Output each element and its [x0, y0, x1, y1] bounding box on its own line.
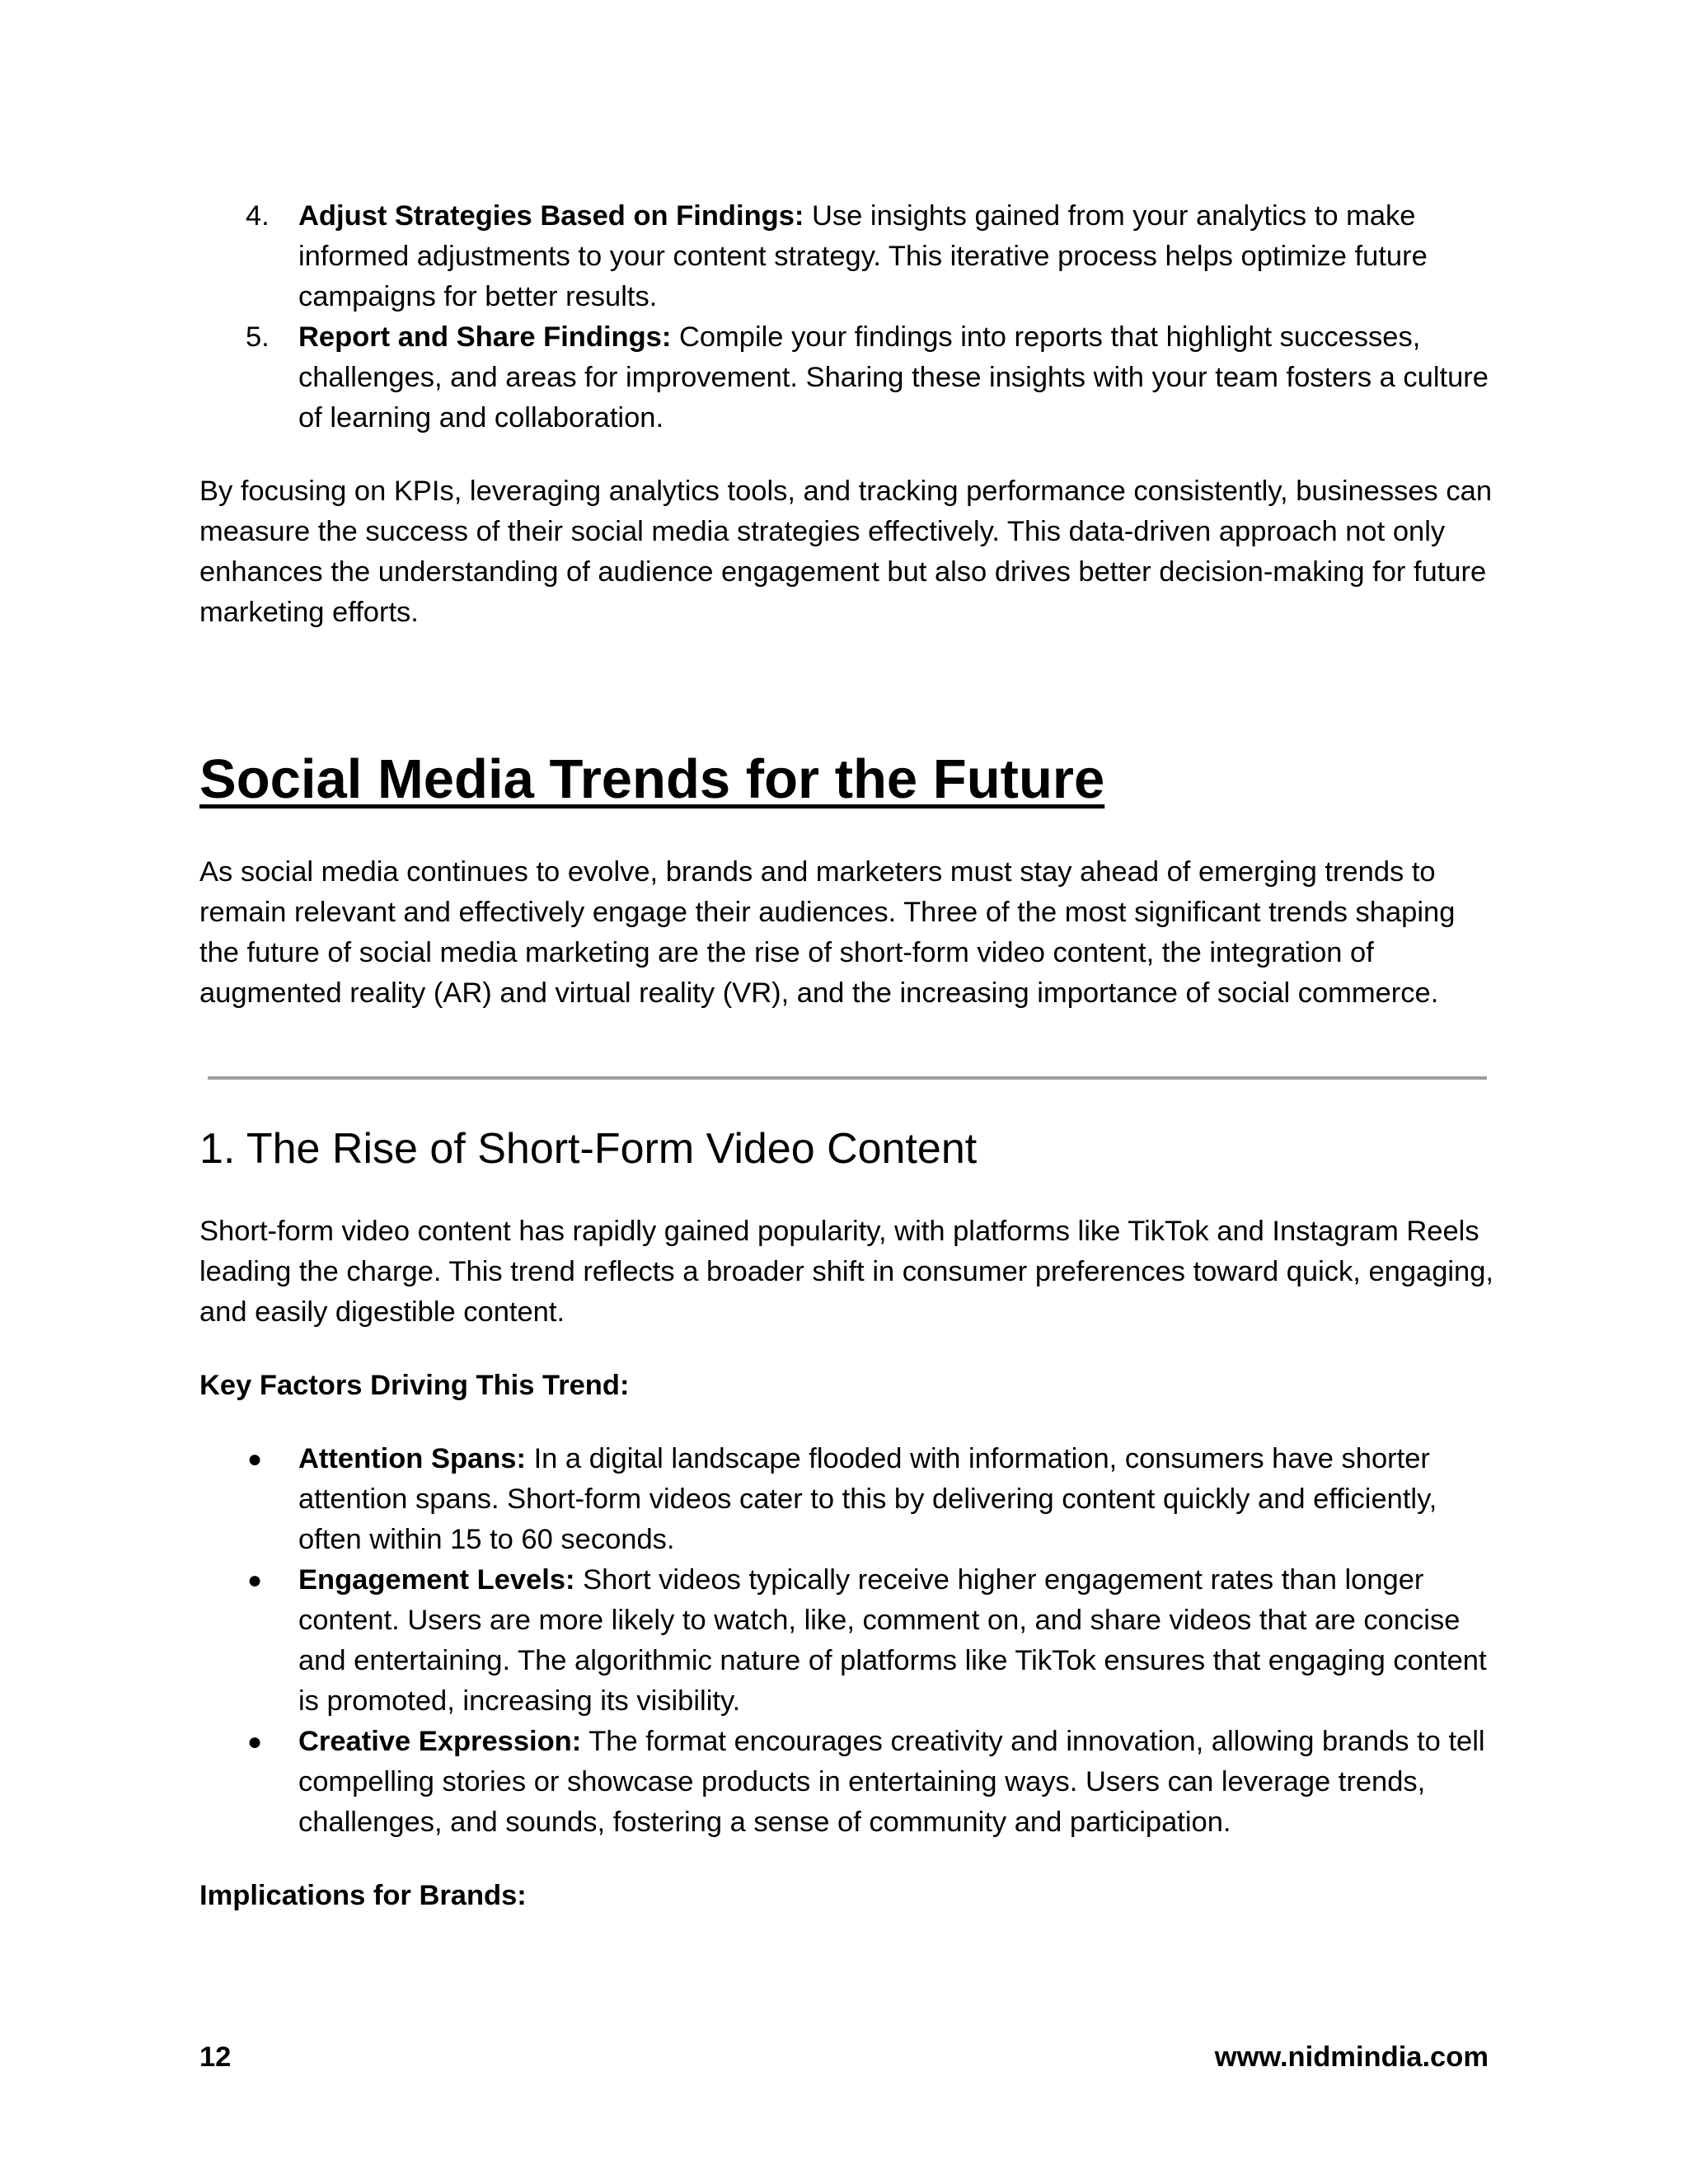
- subsection-title: 1. The Rise of Short-Form Video Content: [199, 1125, 978, 1173]
- list-item: [199, 1560, 1497, 1722]
- list-item-title: Adjust Strategies Based on Findings:: [298, 200, 804, 232]
- list-item-text: Compile your findings into reports that highlight successes, challenges, and areas for improvement. Sharing these insights with your team fosters a culture of learning and collaboration.: [298, 321, 1489, 434]
- implications-heading: Implications for Brands:: [199, 1880, 527, 1911]
- horizontal-divider: [208, 1076, 1487, 1080]
- list-item: [199, 1722, 1497, 1843]
- summary-paragraph: By focusing on KPIs, leveraging analytics tools, and tracking performance consistently, businesses can measure the success of their social media strategies effectively. This data-driven approach not only enhances the understanding of audience engagement but also drives better decision-making for future marketing efforts.: [199, 476, 1493, 628]
- list-item-title: Attention Spans:: [298, 1443, 526, 1474]
- bullet-icon: ●: [247, 1567, 263, 1594]
- page-content: [199, 196, 1497, 1916]
- bullet-icon: ●: [247, 1728, 263, 1755]
- list-item: [199, 196, 1497, 317]
- list-item-text: Use insights gained from your analytics to make informed adjustments to your content strategy. This iterative process helps optimize future campaigns for better results.: [298, 200, 1428, 312]
- list-item-title: Engagement Levels:: [298, 1564, 575, 1596]
- section-intro-paragraph: As social media continues to evolve, brands and marketers must stay ahead of emerging trends to remain relevant and effectively engage their audiences. Three of the most significant trends shaping the future of social media marketing are the rise of short-form video content, the integration of augmented reality (AR) and virtual reality (VR), and the increasing importance of social commerce.: [199, 856, 1456, 1009]
- factors-list: [199, 1439, 1497, 1843]
- list-item-text: The format encourages creativity and innovation, allowing brands to tell compelling stories or showcase products in entertaining ways. Users can leverage trends, challenges, and sounds, fostering a sense of community and participation.: [298, 1726, 1485, 1838]
- list-item-text: Short videos typically receive higher engagement rates than longer content. Users are more likely to watch, like, comment on, and share videos that are concise and entertaining. The algorithmic nature of platforms like TikTok ensures that engaging content is promoted, increasing its visibility.: [298, 1564, 1487, 1717]
- section-title: Social Media Trends for the Future: [199, 748, 1105, 810]
- list-item: [199, 317, 1497, 438]
- list-item-title: Report and Share Findings:: [298, 321, 672, 353]
- bullet-icon: ●: [247, 1446, 263, 1473]
- subsection-intro-paragraph: Short-form video content has rapidly gained popularity, with platforms like TikTok and Instagram Reels leading the charge. This trend reflects a broader shift in consumer preferences toward quick, engaging, and easily digestible content.: [199, 1216, 1494, 1328]
- footer-website: www.nidmindia.com: [1214, 2041, 1489, 2073]
- list-item-title: Creative Expression:: [298, 1726, 582, 1757]
- steps-list: [199, 196, 1497, 438]
- page-number: 12: [199, 2041, 232, 2073]
- list-item-text: In a digital landscape flooded with information, consumers have shorter attention spans. Short-form videos cater to this by delivering content quickly and efficiently, often within 15 to 60 seconds.: [298, 1443, 1437, 1555]
- list-number: 5.: [246, 321, 270, 353]
- key-factors-heading: Key Factors Driving This Trend:: [199, 1370, 630, 1401]
- list-item: [199, 1439, 1497, 1560]
- list-number: 4.: [246, 200, 270, 232]
